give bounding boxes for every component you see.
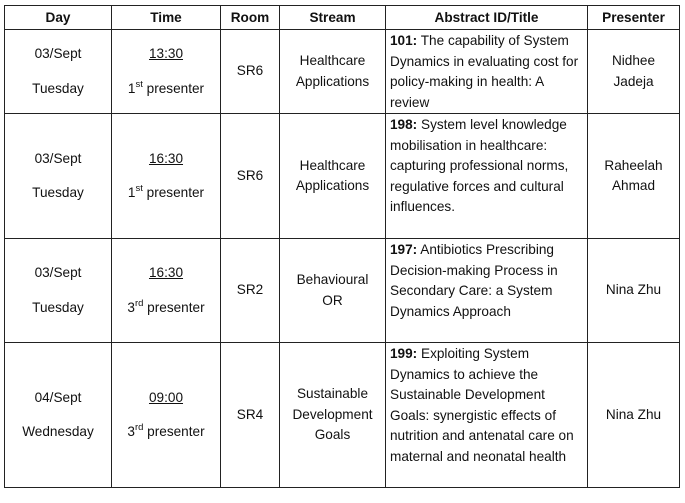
room-cell: SR6	[221, 30, 280, 114]
abstract-cell	[386, 343, 588, 488]
abstract-id: 101:	[390, 33, 418, 48]
header-day: Day	[5, 6, 112, 30]
abstract-cell	[386, 239, 588, 343]
header-time: Time	[112, 6, 221, 30]
header-stream: Stream	[280, 6, 386, 30]
presenter-cell: Nina Zhu	[588, 343, 680, 488]
schedule-table	[4, 5, 680, 488]
presenter-cell: Raheelah Ahmad	[588, 114, 680, 239]
weekday-text: Tuesday	[32, 185, 84, 200]
day-cell	[5, 114, 112, 239]
day-cell	[5, 239, 112, 343]
presenter-order: 3rd presenter	[127, 297, 205, 315]
abstract-title: System level knowledge mobilisation in healthcare: capturing professional norms, regulative forces and cultural influences.	[390, 117, 569, 214]
time-text: 16:30	[148, 150, 184, 166]
abstract-id: 198:	[390, 117, 418, 132]
presenter-order: 3rd presenter	[127, 422, 205, 439]
table-row	[5, 239, 680, 343]
abstract-cell	[386, 114, 588, 239]
day-cell	[5, 343, 112, 488]
abstract-id: 199:	[390, 346, 418, 361]
presenter-order: 1st presenter	[127, 78, 205, 96]
presenter-order: 1st presenter	[127, 183, 205, 200]
weekday-text: Wednesday	[22, 424, 94, 439]
presenter-cell: Nina Zhu	[588, 239, 680, 343]
time-cell	[112, 114, 221, 239]
abstract-title: The capability of System Dynamics in evaluating cost for policy-making in health: A review	[390, 33, 579, 110]
room-cell: SR2	[221, 239, 280, 343]
time-text: 16:30	[148, 265, 184, 280]
time-cell	[112, 30, 221, 114]
stream-cell: Behavioural OR	[280, 239, 386, 343]
table-row	[5, 30, 680, 114]
header-presenter: Presenter	[588, 6, 680, 30]
presenter-cell: Nidhee Jadeja	[588, 30, 680, 114]
abstract-cell	[386, 30, 588, 114]
date-text: 03/Sept	[34, 46, 82, 61]
time-text: 09:00	[148, 389, 184, 405]
stream-cell: Healthcare Applications	[280, 30, 386, 114]
time-cell	[112, 239, 221, 343]
header-abstract: Abstract ID/Title	[386, 6, 588, 30]
date-text: 03/Sept	[34, 265, 82, 280]
time-text: 13:30	[148, 46, 184, 61]
stream-cell: Healthcare Applications	[280, 114, 386, 239]
room-cell: SR6	[221, 114, 280, 239]
room-cell: SR4	[221, 343, 280, 488]
date-text: 03/Sept	[34, 150, 82, 166]
day-cell	[5, 30, 112, 114]
weekday-text: Tuesday	[32, 80, 84, 96]
table-row	[5, 343, 680, 488]
abstract-title: Antibiotics Prescribing Decision-making Process in Secondary Care: a System Dynamics Approach	[390, 242, 558, 319]
date-text: 04/Sept	[34, 389, 82, 405]
header-room: Room	[221, 6, 280, 30]
time-cell	[112, 343, 221, 488]
abstract-title: Exploiting System Dynamics to achieve the Sustainable Development Goals: synergistic effects of nutrition and antenatal care on maternal and neonatal health	[390, 346, 574, 464]
stream-cell: Sustainable Development Goals	[280, 343, 386, 488]
weekday-text: Tuesday	[32, 299, 84, 315]
header-row	[5, 6, 680, 30]
table-row	[5, 114, 680, 239]
abstract-id: 197:	[390, 242, 418, 257]
